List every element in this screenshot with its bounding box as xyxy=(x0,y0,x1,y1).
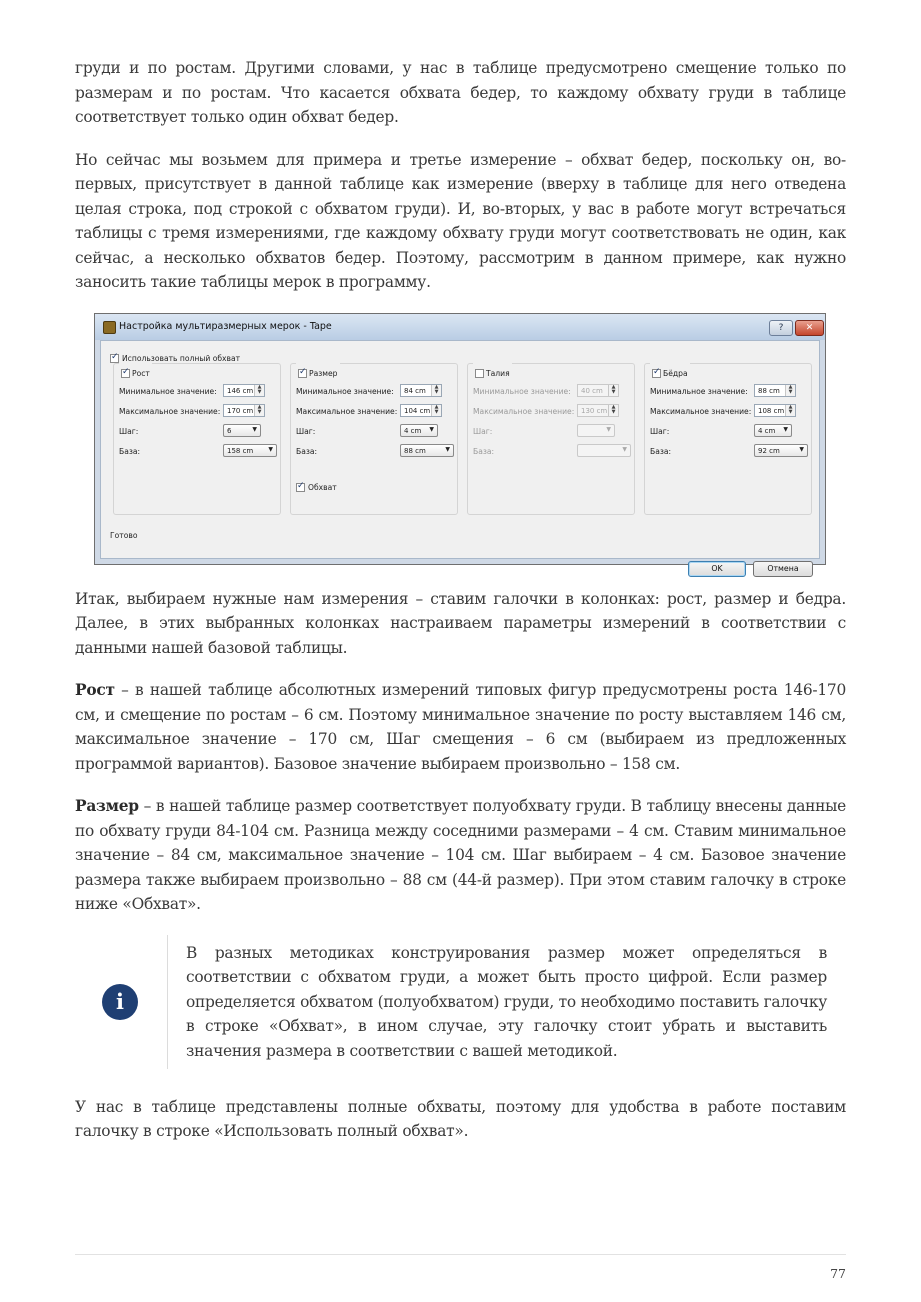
checkbox[interactable] xyxy=(110,354,119,363)
spin-arrows-icon: ▲ ▼ xyxy=(608,385,618,396)
term-size: Размер xyxy=(75,797,139,815)
group-height xyxy=(113,363,281,515)
app-icon xyxy=(103,321,116,334)
group-hips xyxy=(644,363,812,515)
group-title: Бёдра xyxy=(663,368,688,378)
paragraph: У нас в таблице представлены полные обхваты, поэтому для удобства в работе поставим галочку в строке «Использовать полный обхват». xyxy=(75,1097,846,1140)
spin-arrows-icon[interactable]: ▲ ▼ xyxy=(431,385,441,396)
waist-step-combo xyxy=(577,424,615,437)
dialog-title: Настройка мультиразмерных мерок - Tape xyxy=(119,320,332,332)
spin-arrows-icon[interactable]: ▲ ▼ xyxy=(254,405,264,416)
page-number: 77 xyxy=(830,1266,846,1281)
waist-min-spin: 40 cm ▲ ▼ xyxy=(577,384,619,397)
group-title: Размер xyxy=(309,368,338,378)
max-label: Максимальное значение: xyxy=(473,406,575,416)
dropdown-arrow-icon: ▼ xyxy=(268,445,273,453)
paragraph: Но сейчас мы возьмем для примера и третье измерение – обхват бедер, поскольку он, во-первых, присутствует в данной таблице как измерение (вверху в таблице для него отведена целая строка, под строкой с обхватом груди). И, во-вторых, у вас в работе могут встречаться таблицы с тремя измерениями, где каждому обхвату груди могут соответствовать не один, как сейчас, а несколько обхватов бедер. Поэтому, рассмотрим в данном примере, как нужно заносить такие таблицы мерок в программу. xyxy=(75,150,846,291)
close-button[interactable]: ✕ xyxy=(795,320,824,336)
girth-checkbox-row[interactable] xyxy=(296,477,337,496)
dialog-titlebar xyxy=(95,314,825,340)
dropdown-arrow-icon: ▼ xyxy=(783,425,788,433)
group-waist xyxy=(467,363,635,515)
base-label: База: xyxy=(296,446,318,456)
base-label: База: xyxy=(473,446,495,456)
height-step-combo[interactable]: 6 ▼ xyxy=(223,424,261,437)
hips-step-combo[interactable]: 4 cm ▼ xyxy=(754,424,792,437)
dropdown-arrow-icon: ▼ xyxy=(622,445,627,453)
dropdown-arrow-icon: ▼ xyxy=(606,425,611,433)
paragraph xyxy=(75,794,846,917)
spin-arrows-icon: ▲ ▼ xyxy=(608,405,618,416)
paragraph-text: – в нашей таблице абсолютных измерений типовых фигур предусмотрены роста 146-170 см, и смещение по ростам – 6 см. Поэтому минимальное значение по росту выставляем 146 см, максимальное значение – 170 см, Шаг смещения – 6 см (выбираем из предложенных программой вариантов). Базовое значение выбираем произвольно – 158 см. xyxy=(75,681,846,773)
height-base-combo[interactable]: 158 cm ▼ xyxy=(223,444,277,457)
min-label: Минимальное значение: xyxy=(296,386,394,396)
size-step-combo[interactable]: 4 cm ▼ xyxy=(400,424,438,437)
girth-checkbox[interactable] xyxy=(296,483,305,492)
height-checkbox[interactable] xyxy=(121,369,130,378)
height-min-spin[interactable]: 146 cm ▲ ▼ xyxy=(223,384,265,397)
info-icon: i xyxy=(102,984,138,1020)
hips-base-combo[interactable]: 92 cm ▼ xyxy=(754,444,808,457)
size-min-spin[interactable]: 84 cm ▲ ▼ xyxy=(400,384,442,397)
min-label: Минимальное значение: xyxy=(119,386,217,396)
group-title: Рост xyxy=(132,368,150,378)
height-max-spin[interactable]: 170 cm ▲ ▼ xyxy=(223,404,265,417)
step-label: Шаг: xyxy=(296,426,316,436)
cancel-button[interactable]: Отмена xyxy=(753,561,813,577)
note-text: В разных методиках конструирования размер может определяться в соответствии с обхватом груди, а может быть просто цифрой. Если размер определяется обхватом (полуобхватом) груди, то необходимо поставить галочку в строке «Обхват», в ином случае, эту галочку стоит убрать и выставить значения размера в соответствии с вашей методикой. xyxy=(186,943,827,1060)
step-label: Шаг: xyxy=(119,426,139,436)
paragraph: груди и по ростам. Другими словами, у нас в таблице предусмотрено смещение только по размерам и по ростам. Что касается обхвата бедер, то каждому обхвату груди в таблице соответствует только один обхват бедер. xyxy=(75,59,846,126)
spin-arrows-icon[interactable]: ▲ ▼ xyxy=(254,385,264,396)
spin-arrows-icon[interactable]: ▲ ▼ xyxy=(431,405,441,416)
dialog-screenshot xyxy=(94,313,826,573)
hips-checkbox[interactable] xyxy=(652,369,661,378)
size-checkbox[interactable] xyxy=(298,369,307,378)
min-label: Минимальное значение: xyxy=(473,386,571,396)
group-size xyxy=(290,363,458,515)
max-label: Максимальное значение: xyxy=(296,406,398,416)
paragraph: Итак, выбираем нужные нам измерения – ставим галочки в колонках: рост, размер и бедра. Далее, в этих выбранных колонках настраиваем параметры измерений в соответствии с данными нашей базовой таблицы. xyxy=(75,589,846,657)
group-title: Талия xyxy=(486,368,510,378)
paragraph xyxy=(75,678,846,776)
dropdown-arrow-icon: ▼ xyxy=(252,425,257,433)
girth-label: Обхват xyxy=(308,482,337,492)
hips-min-spin[interactable]: 88 cm ▲ ▼ xyxy=(754,384,796,397)
base-label: База: xyxy=(119,446,141,456)
page-content xyxy=(75,56,846,1162)
dropdown-arrow-icon: ▼ xyxy=(429,425,434,433)
size-base-combo[interactable]: 88 cm ▼ xyxy=(400,444,454,457)
ok-button[interactable]: OK xyxy=(688,561,746,577)
max-label: Максимальное значение: xyxy=(650,406,752,416)
dropdown-arrow-icon: ▼ xyxy=(799,445,804,453)
base-label: База: xyxy=(650,446,672,456)
info-note xyxy=(75,935,846,1075)
size-max-spin[interactable]: 104 cm ▲ ▼ xyxy=(400,404,442,417)
term-height: Рост xyxy=(75,681,115,699)
spin-arrows-icon[interactable]: ▲ ▼ xyxy=(785,405,795,416)
min-label: Минимальное значение: xyxy=(650,386,748,396)
step-label: Шаг: xyxy=(473,426,493,436)
hips-max-spin[interactable]: 108 cm ▲ ▼ xyxy=(754,404,796,417)
help-button[interactable]: ? xyxy=(769,320,793,336)
spin-arrows-icon[interactable]: ▲ ▼ xyxy=(785,385,795,396)
checkbox-label: Использовать полный обхват xyxy=(122,353,241,363)
paragraph-text: – в нашей таблице размер соответствует полуобхвату груди. В таблицу внесены данные по обхвату груди 84-104 см. Разница между соседними размерами – 4 см. Ставим минимальное значение – 84 см, максимальное значение – 104 см. Шаг выбираем – 4 см. Базовое значение размера также выбираем произвольно – 88 см (44-й размер). При этом ставим галочку в строке ниже «Обхват». xyxy=(75,797,846,913)
max-label: Максимальное значение: xyxy=(119,406,221,416)
step-label: Шаг: xyxy=(650,426,670,436)
waist-base-combo xyxy=(577,444,631,457)
dialog-client xyxy=(100,340,820,573)
waist-max-spin: 130 cm ▲ ▼ xyxy=(577,404,619,417)
status-text: Готово xyxy=(110,530,138,540)
dropdown-arrow-icon: ▼ xyxy=(445,445,450,453)
note-divider xyxy=(167,935,168,1069)
footer-divider xyxy=(75,1254,846,1255)
waist-checkbox[interactable] xyxy=(475,369,484,378)
